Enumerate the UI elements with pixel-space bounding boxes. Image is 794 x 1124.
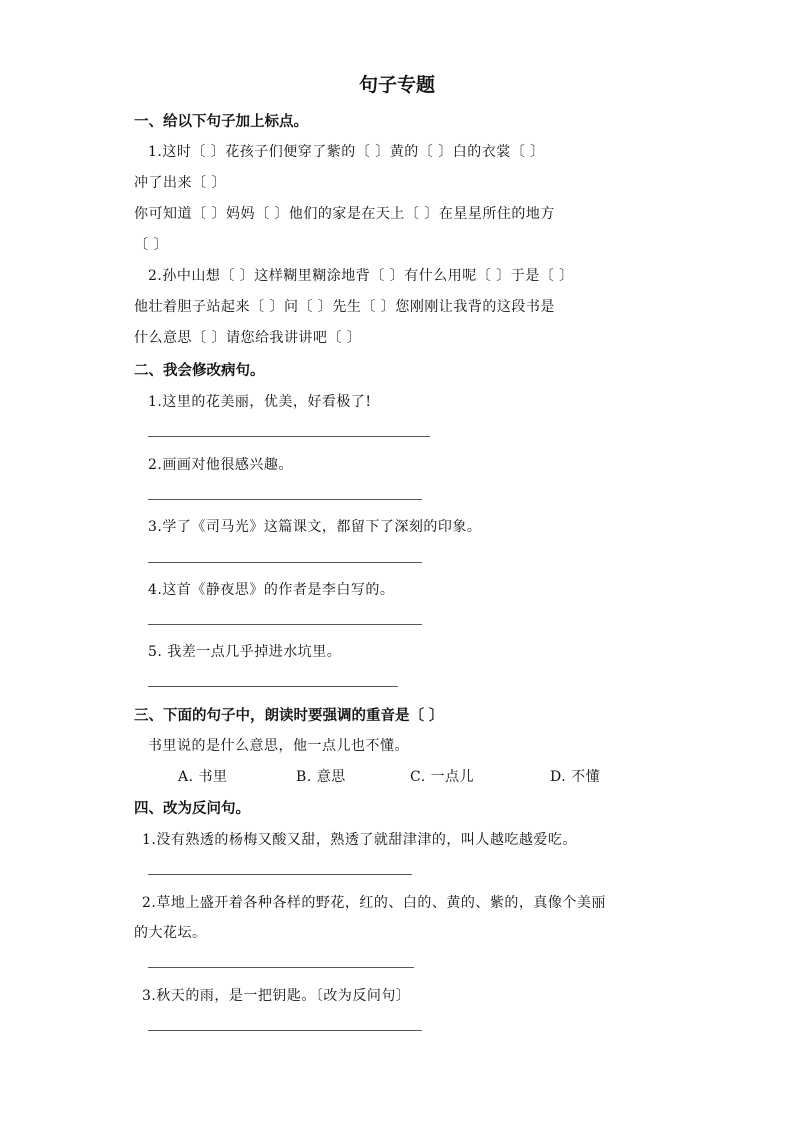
section-3-heading: 三、下面的句子中，朗读时要强调的重音是〔 〕: [134, 708, 444, 724]
answer-line[interactable]: [148, 686, 398, 687]
section-1-line: 他壮着胆子站起来〔 〕问〔 〕先生〔 〕您刚刚让我背的这段书是: [134, 299, 555, 315]
sentence-item: 3.学了《司马光》这篇课文，都留下了深刻的印象。: [148, 519, 482, 535]
section-1-line: 什么意思〔 〕请您给我讲讲吧〔 〕: [134, 330, 362, 346]
sentence-item: 5. 我差一点几乎掉进水坑里。: [148, 644, 342, 660]
section-1-line: 2.孙中山想〔 〕这样糊里糊涂地背〔 〕有什么用呢〔 〕于是〔 〕: [148, 268, 574, 284]
section-3-sentence: 书里说的是什么意思，他一点儿也不懂。: [148, 738, 409, 754]
section-4-heading: 四、改为反问句。: [134, 801, 250, 817]
section-1-line: 1.这时〔 〕花孩子们便穿了紫的〔 〕黄的〔 〕白的衣裳〔 〕: [148, 144, 545, 160]
option-c[interactable]: C. 一点儿: [410, 769, 475, 785]
option-d[interactable]: D. 不懂: [550, 769, 601, 785]
sentence-item: 的大花坛。: [134, 925, 207, 941]
answer-line[interactable]: [148, 436, 430, 437]
sentence-item: 2.草地上盛开着各种各样的野花，红的、白的、黄的、紫的，真像个美丽: [142, 895, 606, 911]
option-b[interactable]: B. 意思: [296, 769, 346, 785]
sentence-item: 1.这里的花美丽，优美，好看极了!: [148, 394, 372, 410]
section-1-line: 〔 〕: [134, 237, 168, 253]
sentence-item: 4.这首《静夜思》的作者是李白写的。: [148, 582, 395, 598]
answer-line[interactable]: [148, 874, 412, 875]
sentence-item: 2.画画对他很感兴趣。: [148, 457, 293, 473]
section-2-heading: 二、我会修改病句。: [134, 363, 265, 379]
sentence-item: 1.没有熟透的杨梅又酸又甜，熟透了就甜津津的，叫人越吃越爱吃。: [142, 832, 577, 848]
section-1-line: 冲了出来〔 〕: [134, 175, 226, 191]
page-title: 句子专题: [358, 74, 435, 96]
section-1-line: 你可知道〔 〕妈妈〔 〕他们的家是在天上〔 〕在星星所住的地方: [134, 206, 555, 222]
answer-line[interactable]: [148, 1030, 422, 1031]
answer-line[interactable]: [148, 624, 422, 625]
answer-line[interactable]: [148, 562, 422, 563]
option-a[interactable]: A. 书里: [178, 769, 228, 785]
answer-line[interactable]: [148, 967, 414, 968]
answer-line[interactable]: [148, 499, 422, 500]
sentence-item: 3.秋天的雨，是一把钥匙。〔改为反问句〕: [142, 988, 411, 1004]
section-1-heading: 一、给以下句子加上标点。: [134, 114, 308, 130]
